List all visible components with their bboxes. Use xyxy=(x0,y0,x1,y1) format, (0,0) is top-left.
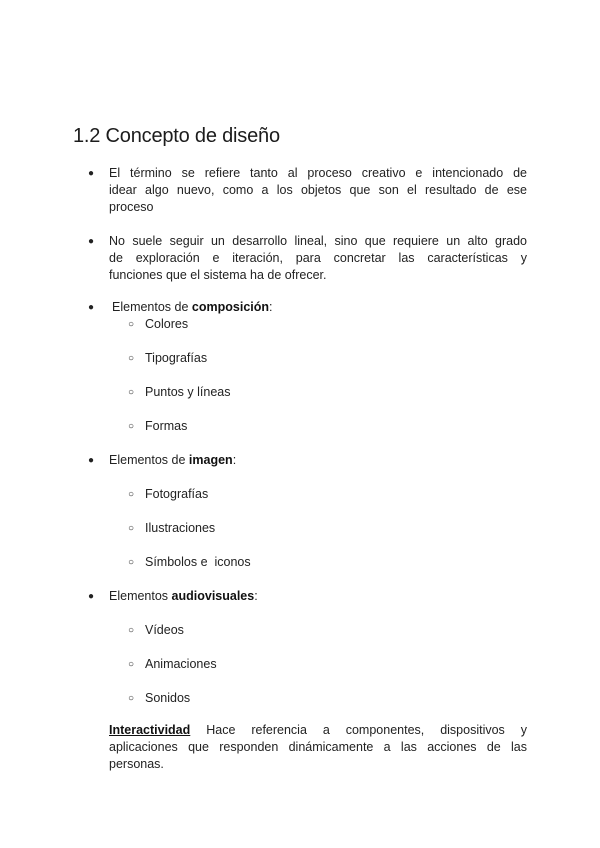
paragraph-line: No suele seguir un desarrollo lineal, sino que requiere un alto grado xyxy=(109,234,527,248)
audiovisual-suffix: : xyxy=(254,589,258,603)
interactivity-term-underlined: Interactividad xyxy=(109,723,191,737)
list-item-ilustraciones: Ilustraciones xyxy=(145,521,216,535)
paragraph-line: aplicaciones que responden dinámicamente a las acciones de las xyxy=(109,740,527,754)
section-title: 1.2 Concepto de diseño xyxy=(73,125,280,147)
interactivity-line-rest: Hace referencia a componentes, dispositivos y xyxy=(190,723,527,737)
list-item-colores: Colores xyxy=(145,317,189,331)
composition-term: composición xyxy=(191,300,270,314)
bullet-icon: ● xyxy=(88,591,95,602)
process-paragraph xyxy=(109,233,527,284)
sub-bullet-icon: ○ xyxy=(128,319,135,330)
paragraph-line: El término se refiere tanto al proceso creativo e intencionado de xyxy=(109,166,527,180)
image-suffix: : xyxy=(232,453,237,467)
list-item-sonidos: Sonidos xyxy=(145,691,191,705)
interactivity-term xyxy=(109,723,190,737)
sub-bullet-icon: ○ xyxy=(128,523,135,534)
audiovisual-heading xyxy=(109,588,258,605)
audiovisual-term: audiovisuales xyxy=(171,589,255,603)
paragraph-line: idear algo nuevo, como a los objetos que son el resultado de ese xyxy=(109,183,527,197)
composition-suffix: : xyxy=(269,300,273,314)
paragraph-line: proceso xyxy=(109,200,154,214)
sub-bullet-icon: ○ xyxy=(128,387,135,398)
bullet-icon: ● xyxy=(88,455,95,466)
composition-prefix: Elementos de xyxy=(112,300,192,314)
bullet-icon: ● xyxy=(88,302,95,313)
paragraph-line: de exploración e iteración, para concretar las características y xyxy=(109,251,527,265)
sub-bullet-icon: ○ xyxy=(128,557,135,568)
paragraph-line: funciones que el sistema ha de ofrecer. xyxy=(109,268,327,282)
image-heading xyxy=(109,452,236,469)
list-item-puntos-lineas: Puntos y líneas xyxy=(145,385,231,399)
sub-bullet-icon: ○ xyxy=(128,353,135,364)
bullet-icon: ● xyxy=(88,236,95,247)
definition-paragraph xyxy=(109,165,527,216)
list-item-formas: Formas xyxy=(145,419,188,433)
sub-bullet-icon: ○ xyxy=(128,693,135,704)
audiovisual-prefix: Elementos xyxy=(109,589,172,603)
sub-bullet-icon: ○ xyxy=(128,659,135,670)
sub-bullet-icon: ○ xyxy=(128,489,135,500)
sub-bullet-icon: ○ xyxy=(128,625,135,636)
list-item-videos: Vídeos xyxy=(145,623,184,637)
list-item-animaciones: Animaciones xyxy=(145,657,217,671)
paragraph-line: personas. xyxy=(109,757,164,771)
interactivity-paragraph xyxy=(109,722,527,773)
bullet-icon: ● xyxy=(88,168,95,179)
list-item-fotografias: Fotografías xyxy=(145,487,209,501)
paragraph-line xyxy=(109,722,527,739)
image-prefix: Elementos de xyxy=(109,453,189,467)
list-item-tipografias: Tipografías xyxy=(145,351,208,365)
composition-heading xyxy=(112,299,273,316)
sub-bullet-icon: ○ xyxy=(128,421,135,432)
list-item-simbolos-iconos: Símbolos e iconos xyxy=(145,555,251,569)
image-term: imagen xyxy=(188,453,233,467)
